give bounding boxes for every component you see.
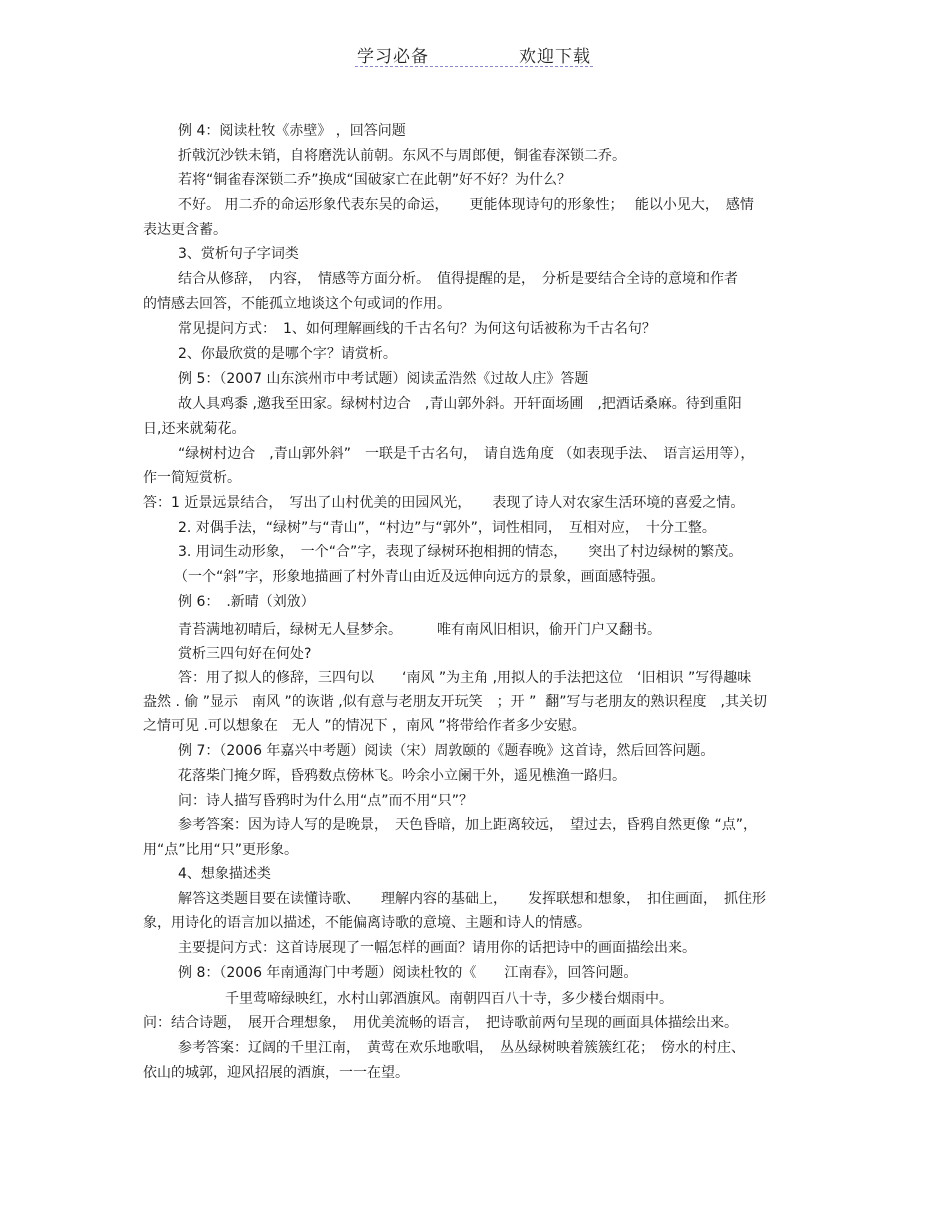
text-line: 2. 对偶手法，“绿树”与“青山”，“村边”与“郭外”，词性相同， 互相对应， 十分工整。	[178, 520, 716, 536]
text-line: 答：1 近景远景结合， 写出了山村优美的田园风光， 表现了诗人对农家生活环境的喜爱之情。	[143, 495, 745, 511]
text-line: 青苔满地初晴后，绿树无人昼梦余。 唯有南风旧相识，偷开门户又翻书。	[178, 622, 661, 638]
text-line: 答：用了拟人的修辞，三四句以 ‘南风 ”为主角 ,用拟人的手法把这位 ‘旧相识 ”写得趣味	[178, 670, 752, 686]
text-line: 用“点”比用“只”更形象。	[143, 842, 299, 858]
text-line: 的情感去回答，不能孤立地谈这个句或词的作用。	[143, 296, 451, 312]
header-left-text: 学习必备	[357, 47, 429, 67]
poem-line: 千里莺啼绿映红，水村山郭酒旗风。南朝四百八十寺，多少楼台烟雨中。	[225, 991, 673, 1007]
text-line: 例 6： .新晴（刘攽）	[178, 594, 315, 610]
text-line: 赏析三四句好在何处?	[178, 646, 312, 662]
text-line: 折戟沉沙铁未销，自将磨洗认前朝。东风不与周郎便，铜雀春深锁二乔。	[178, 148, 626, 164]
text-line: 参考答案：辽阔的千里江南， 黄莺在欢乐地歌唱， 丛丛绿树映着簇簇红花； 傍水的村庄、	[178, 1040, 745, 1056]
text-line: 表达更含蓄。	[143, 222, 227, 238]
text-line: 例 5：（2007 山东滨州市中考试题）阅读孟浩然《过故人庄》答题	[178, 371, 589, 387]
text-line: 主要提问方式：这首诗展现了一幅怎样的画面？请用你的话把诗中的画面描绘出来。	[178, 940, 696, 956]
text-line: 之情可见 .可以想象在 无人 ”的情况下 ，南风 ”将带给作者多少安慰。	[143, 718, 586, 734]
text-line: 作一简短赏析。	[143, 470, 241, 486]
text-line: 问：结合诗题， 展开合理想象， 用优美流畅的语言， 把诗歌前两句呈现的画面具体描绘出来。	[143, 1015, 738, 1031]
text-line: 3. 用词生动形象， 一个“合”字，表现了绿树环抱相拥的情态， 突出了村边绿树的繁茂。	[178, 544, 743, 560]
section-heading: 3、赏析句子字词类	[178, 246, 299, 262]
section-heading: 4、想象描述类	[178, 866, 271, 882]
text-line: 若将“铜雀春深锁二乔”换成“国破家亡在此朝”好不好？为什么？	[178, 172, 572, 188]
text-line: （一个“斜”字，形象地描画了村外青山由近及远伸向远方的景象，画面感特强。	[174, 569, 665, 585]
text-line: 盎然 . 偷 ”显示 南风 ”的诙谐 ,似有意与老朋友开玩笑 ；开 ” 翻”写与老朋友的熟识程度 ,其关切	[143, 694, 767, 710]
text-line: 参考答案：因为诗人写的是晚景， 天色昏暗，加上距离较远， 望过去，昏鸦自然更像 “点”，	[178, 817, 757, 833]
header-right-text: 欢迎下载	[519, 47, 591, 67]
text-line: 解答这类题目要在读懂诗歌、 理解内容的基础上， 发挥联想和想象， 扣住画面， 抓住形	[178, 891, 766, 907]
text-line: 例 7：（2006 年嘉兴中考题）阅读（宋）周敦颐的《题春晚》这首诗，然后回答问题。	[178, 743, 715, 759]
text-line: 问：诗人描写昏鸦时为什么用“点”而不用“只”？	[178, 793, 474, 809]
text-line: 象，用诗化的语言加以描述，不能偏离诗歌的意境、主题和诗人的情感。	[143, 915, 591, 931]
text-line: 2、你最欣赏的是哪个字？请赏析。	[178, 346, 397, 362]
page-header	[355, 40, 593, 67]
text-line: 例 8：（2006 年南通海门中考题）阅读杜牧的《 江南春》，回答问题。	[178, 965, 638, 981]
text-line: 不好。 用二乔的命运形象代表东吴的命运， 更能体现诗句的形象性； 能以小见大， 感情	[178, 197, 754, 213]
text-line: 例 4：阅读杜牧《赤壁》 ，回答问题	[178, 123, 406, 139]
text-line: 故人具鸡黍 ,邀我至田家。绿树村边合 ,青山郭外斜。开轩面场圃 ,把酒话桑麻。待到重阳	[178, 396, 742, 412]
text-line: 常见提问方式： 1、如何理解画线的千古名句？为何这句话被称为千古名句？	[178, 321, 656, 337]
text-line: 结合从修辞， 内容， 情感等方面分析。 值得提醒的是， 分析是要结合全诗的意境和作者	[178, 271, 738, 287]
text-line: “绿树村边合 ,青山郭外斜” 一联是千古名句， 请自选角度 （如表现手法、 语言运用等），	[178, 446, 755, 462]
text-line: 依山的城郭，迎风招展的酒旗，一一在望。	[143, 1065, 409, 1081]
text-line: 花落柴门掩夕晖，昏鸦数点傍林飞。吟余小立阑干外，遥见樵渔一路归。	[178, 768, 626, 784]
text-line: 日,还来就菊花。	[143, 421, 246, 437]
